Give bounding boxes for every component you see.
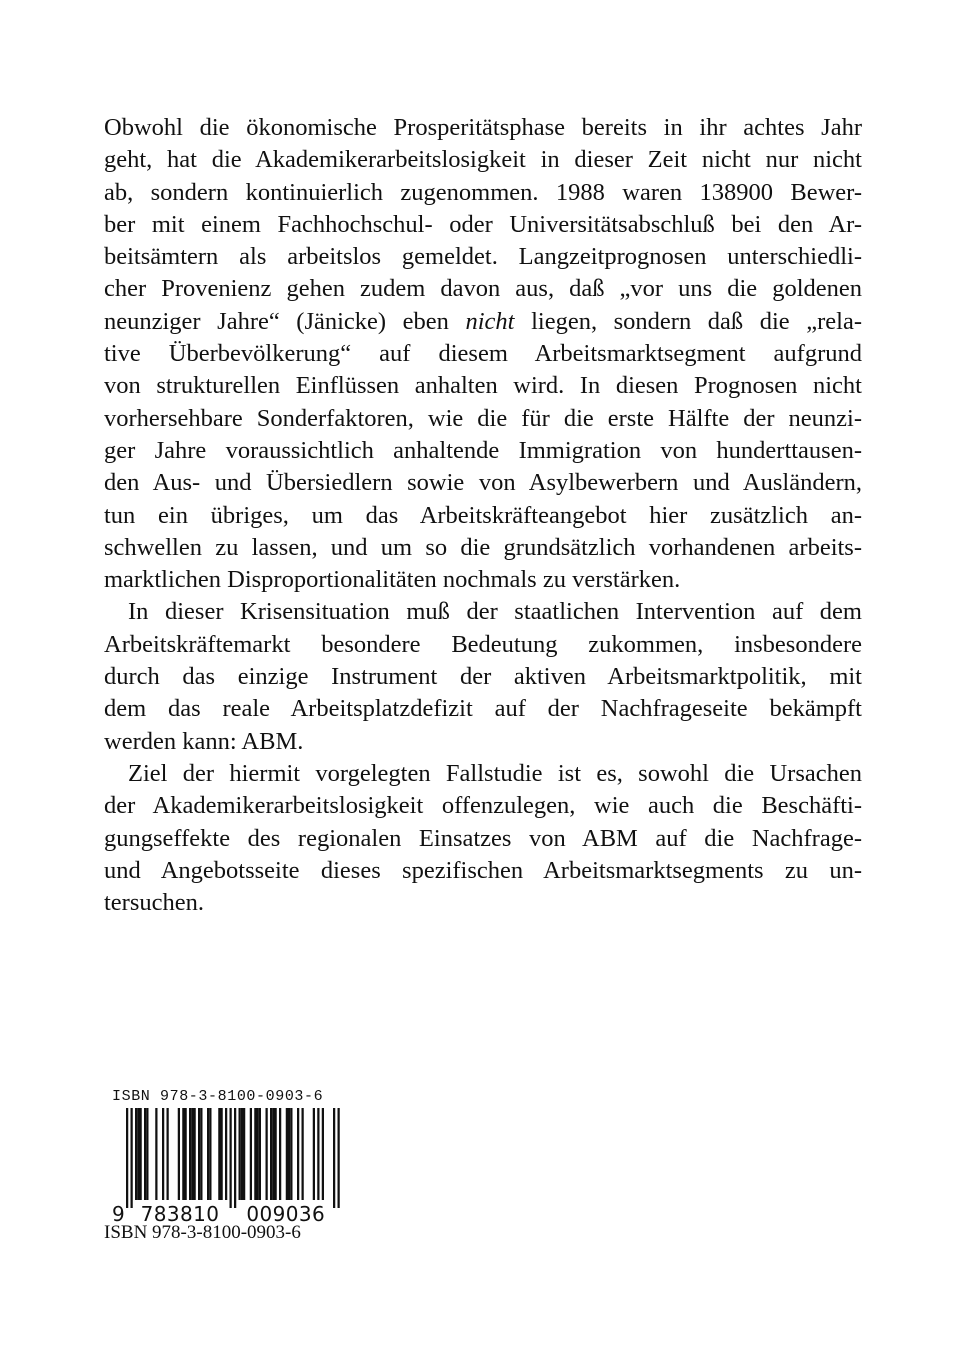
barcode-bar xyxy=(140,1108,142,1200)
barcode-bar xyxy=(126,1108,128,1208)
barcode-icon xyxy=(112,1108,364,1226)
barcode-bar xyxy=(322,1108,324,1200)
text-line: tersuchen. xyxy=(104,889,204,917)
barcode-bar xyxy=(146,1108,148,1200)
barcode-bar xyxy=(234,1108,236,1208)
text-line: In dieser Krisensituation muß der staatlichen Intervention auf dem xyxy=(128,598,862,626)
paragraph xyxy=(104,758,862,919)
barcode-bar xyxy=(230,1108,232,1208)
barcode-bar xyxy=(131,1108,133,1208)
text-line: cher Provenienz gehen zudem davon aus, daß „vor uns die goldenen xyxy=(104,275,862,303)
barcode-bar xyxy=(191,1108,193,1200)
barcode-bar xyxy=(221,1108,223,1200)
text-line: ger Jahre voraussichtlich anhaltende Immigration von hunderttausen- xyxy=(104,436,862,464)
barcode-bar xyxy=(185,1108,187,1200)
text-line: der Akademikerarbeitslosigkeit offenzulegen, wie auch die Beschäfti- xyxy=(104,792,862,820)
paragraph xyxy=(104,596,862,757)
text-line: von strukturellen Einflüssen anhalten wird. In diesen Prognosen nicht xyxy=(104,372,862,400)
barcode-bar xyxy=(313,1108,315,1200)
barcode-bar xyxy=(254,1108,256,1200)
barcode-bar xyxy=(275,1108,277,1200)
barcode-bar xyxy=(270,1108,272,1200)
barcode-bar xyxy=(272,1108,274,1200)
text-line: tive Überbevölkerung“ auf diesem Arbeitsmarktsegment aufgrund xyxy=(104,340,862,368)
barcode-bar xyxy=(297,1108,299,1200)
barcode-bar xyxy=(243,1108,245,1200)
barcode-digits: 009036 xyxy=(246,1202,326,1226)
text-line: vorhersehbare Sonderfaktoren, wie die für die erste Hälfte der neunzi- xyxy=(104,404,862,432)
text-line: dem das reale Arbeitsplatzdefizit auf der Nachfrageseite bekämpft xyxy=(104,695,862,723)
barcode-digits: 783810 xyxy=(140,1202,220,1226)
text-line: gungseffekte des regionalen Einsatzes von ABM auf die Nachfrage- xyxy=(104,824,862,852)
barcode-bar xyxy=(198,1108,200,1200)
barcode-bar xyxy=(257,1108,259,1200)
barcode-bar xyxy=(207,1108,209,1200)
barcode-bar xyxy=(279,1108,281,1200)
text-line: Ziel der hiermit vorgelegten Fallstudie ist es, sowohl die Ursachen xyxy=(128,759,862,787)
text-line: Obwohl die ökonomische Prosperitätsphase bereits in ihr achtes Jahr xyxy=(104,114,862,141)
barcode-bar xyxy=(317,1108,319,1200)
text-line: geht, hat die Akademikerarbeitslosigkeit in dieser Zeit nicht nur nicht xyxy=(104,146,862,174)
barcode-bar xyxy=(200,1108,202,1200)
text-line: neunziger Jahre“ (Jänicke) eben nicht liegen, sondern daß die „rela- xyxy=(104,307,862,335)
text-line: ber mit einem Fachhochschul- oder Universitätsabschluß bei den Ar- xyxy=(104,210,862,238)
barcode-bar xyxy=(137,1108,139,1200)
barcode-bar xyxy=(290,1108,292,1200)
barcode-bar xyxy=(162,1108,164,1200)
barcode-bar xyxy=(302,1108,304,1200)
text-line: ab, sondern kontinuierlich zugenommen. 1988 waren 138900 Bewer- xyxy=(104,178,862,206)
isbn-text: ISBN 978-3-8100-0903-6 xyxy=(104,1222,301,1243)
text-line: marktlichen Disproportionalitäten nochmals zu verstärken. xyxy=(104,566,681,594)
barcode-bar xyxy=(288,1108,290,1200)
text-line: den Aus- und Übersiedlern sowie von Asylbewerbern und Ausländern, xyxy=(104,469,862,497)
barcode-bar xyxy=(338,1108,340,1208)
barcode-bar xyxy=(241,1108,243,1200)
text-line: beitsämtern als arbeitslos gemeldet. Langzeitprognosen unterschiedli- xyxy=(104,243,862,271)
barcode-bar xyxy=(189,1108,191,1200)
barcode-bar xyxy=(144,1108,146,1200)
barcode-bar xyxy=(218,1108,220,1200)
barcode-bar xyxy=(182,1108,184,1200)
barcode-bar xyxy=(333,1108,335,1208)
barcode-bar xyxy=(167,1108,169,1200)
text-line: Arbeitskräftemarkt besondere Bedeutung zukommen, insbesondere xyxy=(104,630,862,658)
barcode-isbn-label: ISBN 978-3-8100-0903-6 xyxy=(112,1088,324,1105)
barcode-bar xyxy=(225,1108,227,1200)
text-line: werden kann: ABM. xyxy=(104,727,304,755)
barcode-bar xyxy=(250,1108,252,1200)
back-cover-text xyxy=(104,112,862,919)
barcode-bar xyxy=(239,1108,241,1200)
barcode-bar xyxy=(155,1108,157,1200)
text-line: und Angebotsseite dieses spezifischen Arbeitsmarktsegments zu un- xyxy=(104,856,862,884)
barcode-bar xyxy=(209,1108,211,1200)
barcode-bar xyxy=(178,1108,180,1200)
barcode-bar xyxy=(286,1108,288,1200)
text-line: schwellen zu lassen, und um so die grundsätzlich vorhandenen arbeits- xyxy=(104,533,862,561)
text-line: durch das einzige Instrument der aktiven Arbeitsmarktpolitik, mit xyxy=(104,663,862,691)
paragraph xyxy=(104,112,862,596)
barcode-bar xyxy=(135,1108,137,1200)
barcode-bar xyxy=(194,1108,196,1200)
barcode-bar xyxy=(259,1108,261,1200)
isbn-barcode xyxy=(112,1087,364,1226)
barcode-digits: 9 xyxy=(112,1202,126,1226)
text-line: tun ein übriges, um das Arbeitskräfteangebot hier zusätzlich an- xyxy=(104,501,862,529)
barcode-bar xyxy=(266,1108,268,1200)
